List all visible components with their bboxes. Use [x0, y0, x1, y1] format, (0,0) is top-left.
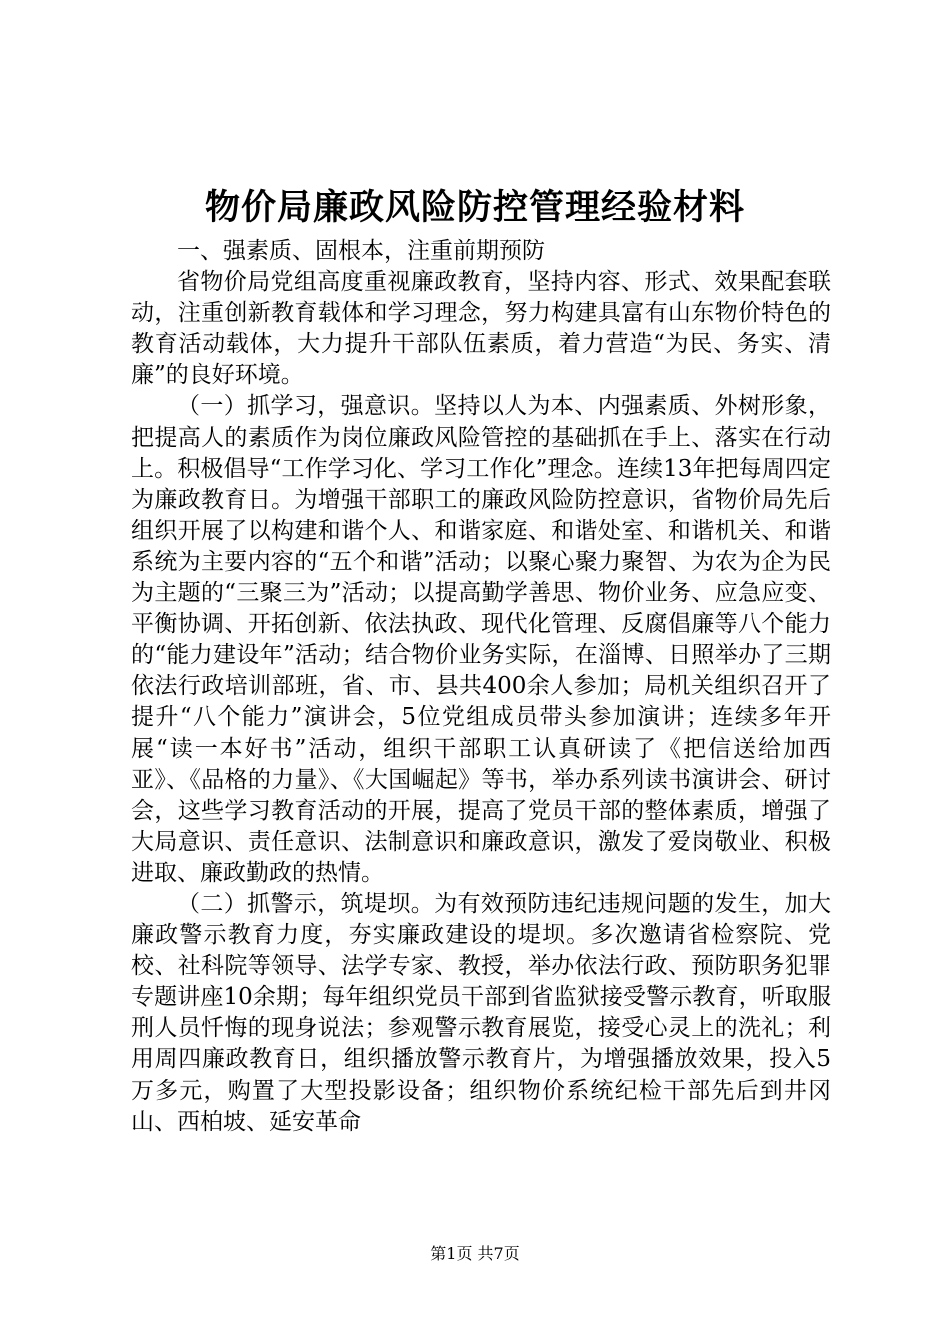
paragraph-study: （一）抓学习，强意识。坚持以人为本、内强素质、外树形象，把提高人的素质作为岗位廉政风险管控的基础抓在手上、落实在行动上。积极倡导“工作学习化、学习工作化”理念。连续13年把每周四定为廉政教育日。为增强干部职工的廉政风险防控意识，省物价局先后组织开展了以构建和谐个人、和谐家庭、和谐处室、和谐机关、和谐系统为主要内容的“五个和谐”活动；以聚心聚力聚智、为农为企为民为主题的“三聚三为”活动；以提高勤学善思、物价业务、应急应变、平衡协调、开拓创新、依法执政、现代化管理、反腐倡廉等八个能力的“能力建设年”活动；结合物价业务实际，在淄博、日照举办了三期依法行政培训部班，省、市、县共400余人参加；局机关组织召开了提升“八个能力”演讲会，5位党组成员带头参加演讲；连续多年开展“读一本好书”活动，组织干部职工认真研读了《把信送给加西亚》、《品格的力量》、《大国崛起》等书，举办系列读书演讲会、研讨会，这些学习教育活动的开展，提高了党员干部的整体素质，增强了大局意识、责任意识、法制意识和廉政意识，激发了爱岗敬业、积极进取、廉政勤政的热情。	[131, 393, 831, 886]
section-heading: 一、强素质、固根本，注重前期预防	[177, 238, 545, 264]
page-number: 第1页 共7页	[430, 1244, 520, 1263]
paragraph-intro: 省物价局党组高度重视廉政教育，坚持内容、形式、效果配套联动，注重创新教育载体和学习理念，努力构建具富有山东物价特色的教育活动载体，大力提升干部队伍素质，着力营造“为民、务实、清廉”的良好环境。	[131, 269, 831, 389]
document-title: 物价局廉政风险防控管理经验材料	[204, 187, 745, 228]
document-body	[131, 236, 831, 1138]
paragraph-warning: （二）抓警示，筑堤坝。为有效预防违纪违规问题的发生，加大廉政警示教育力度，夯实廉政建设的堤坝。多次邀请省检察院、党校、社科院等领导、法学专家、教授，举办依法行政、预防职务犯罪专题讲座10余期；每年组织党员干部到省监狱接受警示教育，听取服刑人员忏悔的现身说法；参观警示教育展览，接受心灵上的洗礼；利用周四廉政教育日，组织播放警示教育片，为增强播放效果，投入5万多元，购置了大型投影设备；组织物价系统纪检干部先后到井冈山、西柏坡、延安革命	[131, 890, 831, 1135]
